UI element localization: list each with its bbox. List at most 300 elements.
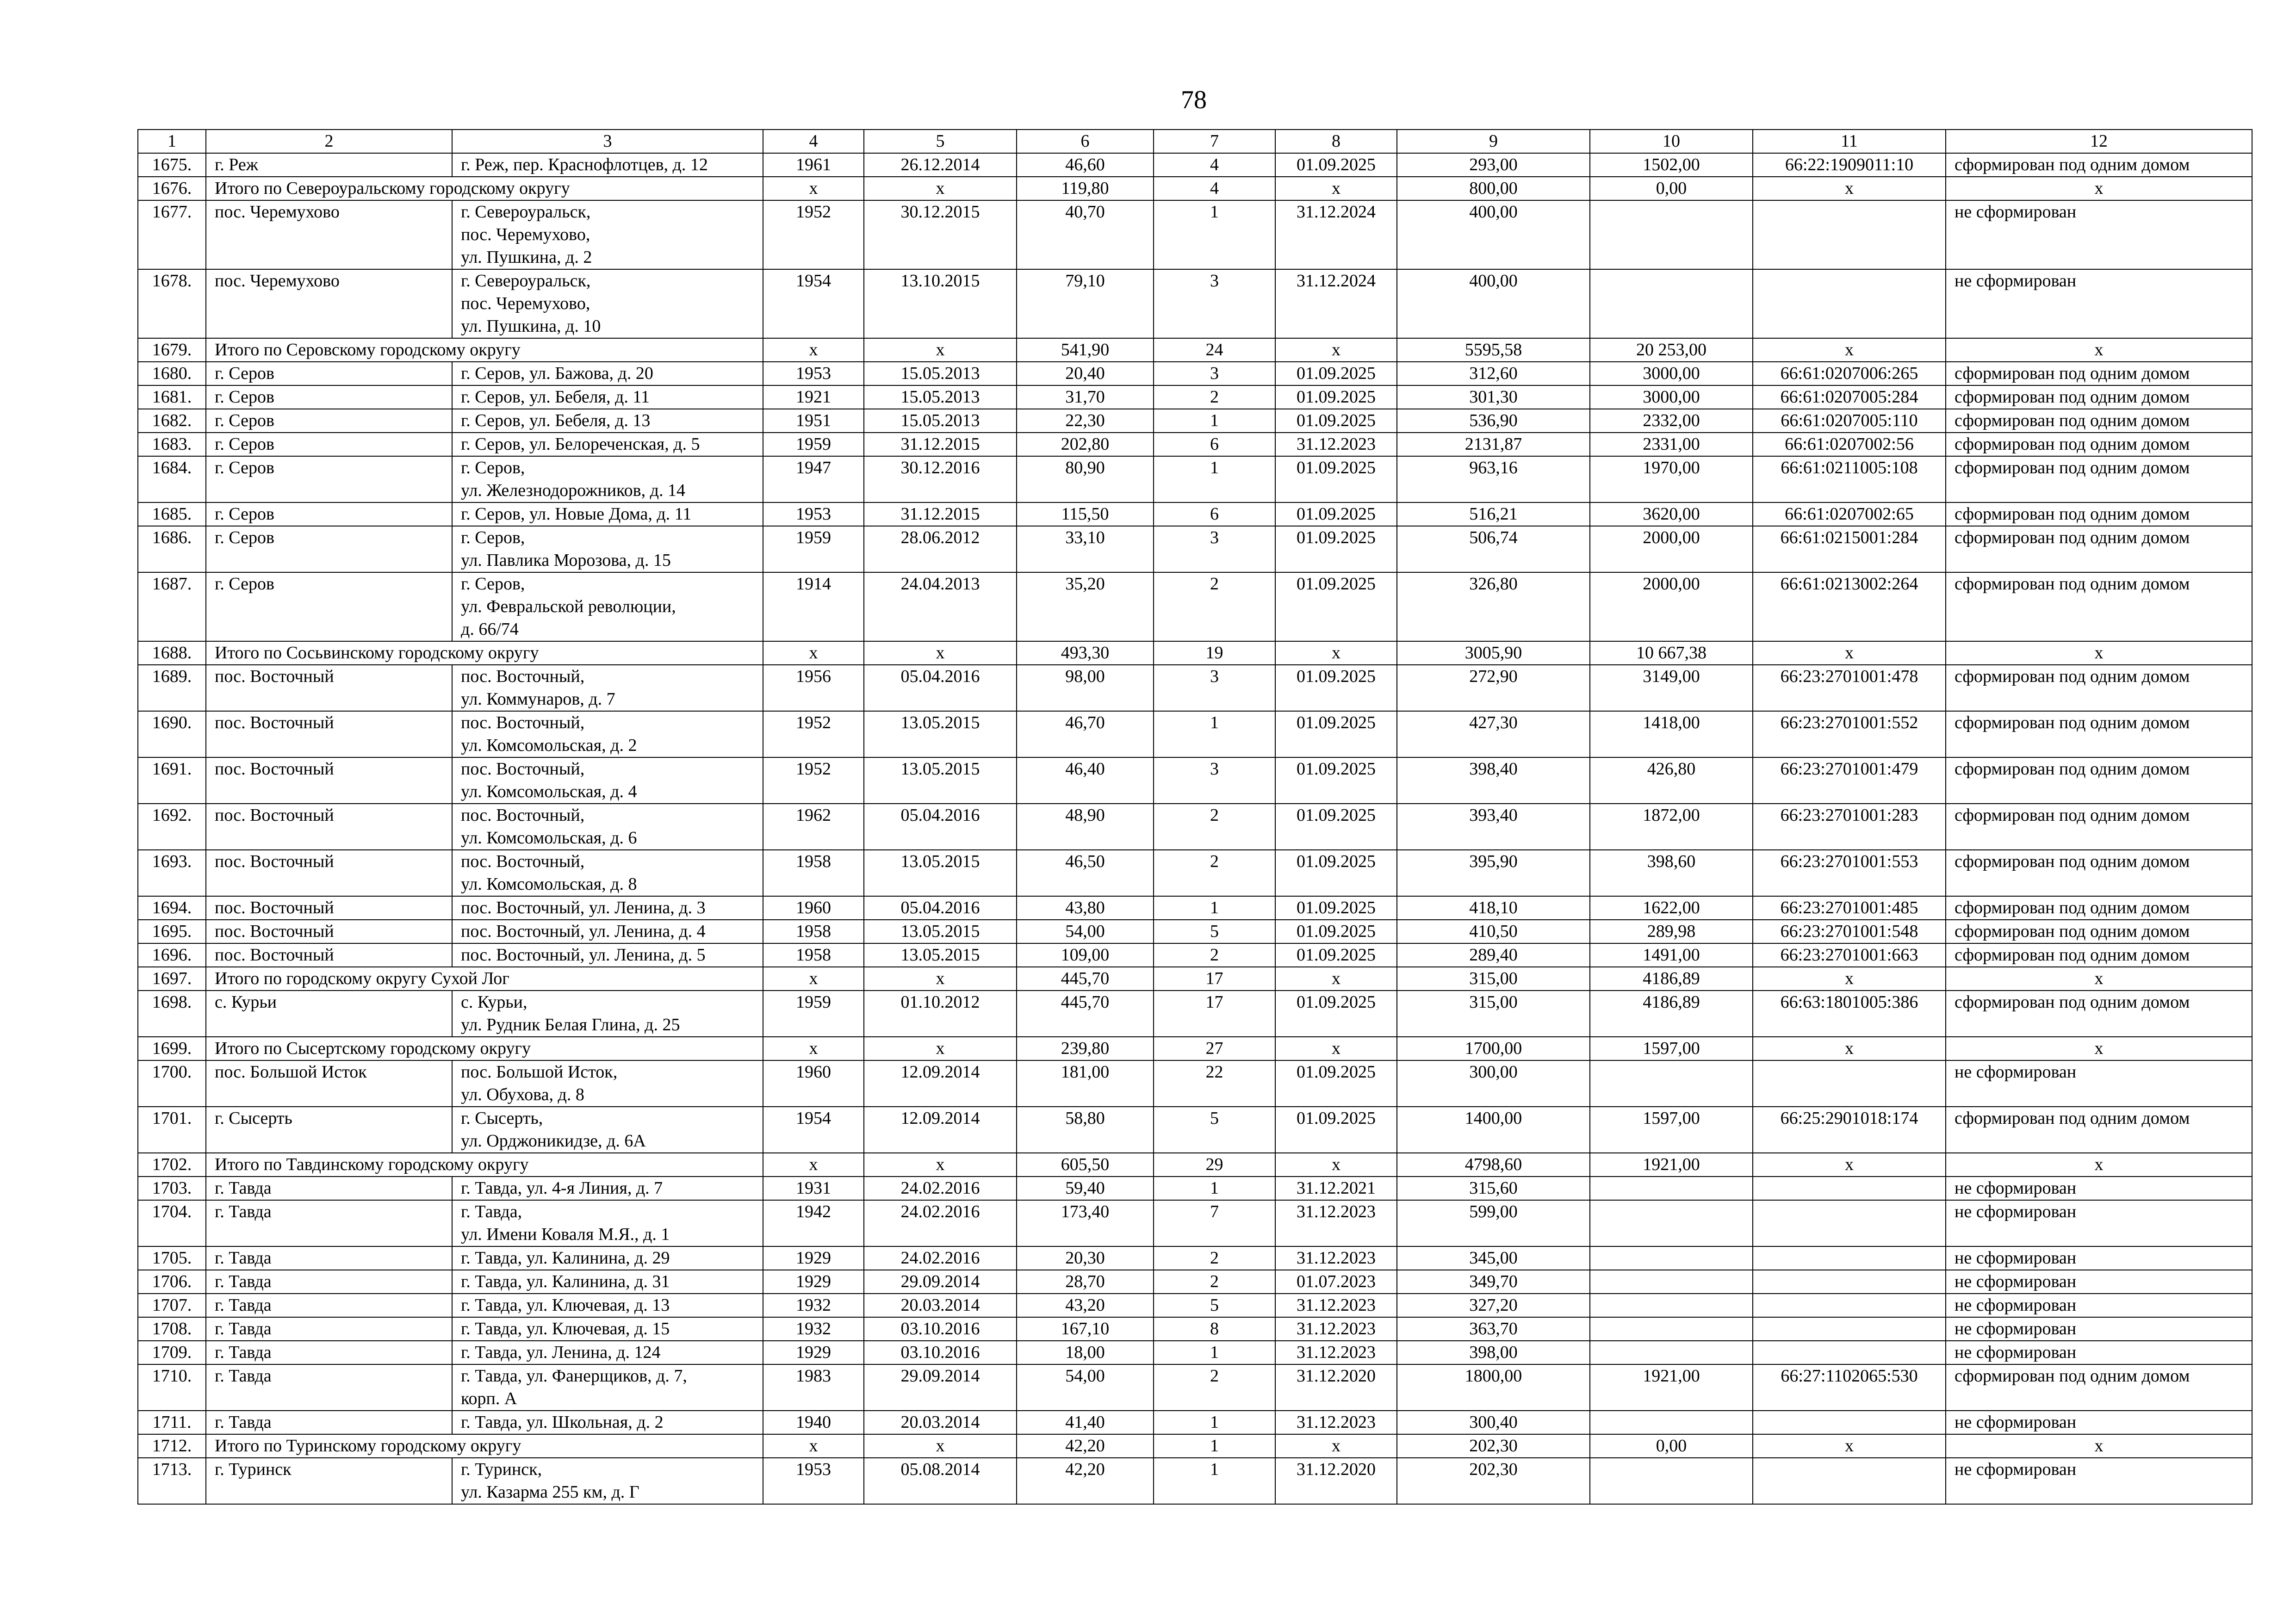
address: г. Сысерть, ул. Орджоникидзе, д. 6А	[452, 1107, 763, 1153]
area: 493,30	[1017, 641, 1154, 665]
land-status: не сформирован	[1946, 1177, 2252, 1200]
row-number: 1701.	[138, 1107, 206, 1153]
value-col-10: 1418,00	[1590, 711, 1753, 757]
address: с. Курьи, ул. Рудник Белая Глина, д. 25	[452, 991, 763, 1037]
resettlement-date: 01.09.2025	[1275, 1107, 1397, 1153]
row-number: 1680.	[138, 362, 206, 385]
address: г. Серов, ул. Белореченская, д. 5	[452, 433, 763, 456]
cadastral-number	[1753, 1200, 1946, 1246]
year-built: 1954	[763, 269, 864, 338]
residents-count: 5	[1154, 1294, 1275, 1317]
land-status: сформирован под одним домом	[1946, 362, 2252, 385]
address: г. Североуральск, пос. Черемухово, ул. Пушкина, д. 10	[452, 269, 763, 338]
address: г. Серов, ул. Бажова, д. 20	[452, 362, 763, 385]
date-recognized: 20.03.2014	[864, 1294, 1017, 1317]
value-col-9: 1700,00	[1397, 1037, 1590, 1060]
address: пос. Восточный, ул. Комсомольская, д. 2	[452, 711, 763, 757]
column-header: 3	[452, 130, 763, 153]
locality: пос. Черемухово	[206, 200, 452, 269]
resettlement-date: 01.09.2025	[1275, 1060, 1397, 1107]
residents-count: 2	[1154, 1364, 1275, 1411]
value-col-9: 349,70	[1397, 1270, 1590, 1294]
residents-count: 7	[1154, 1200, 1275, 1246]
residents-count: 4	[1154, 177, 1275, 200]
date-recognized: 31.12.2015	[864, 433, 1017, 456]
locality: г. Тавда	[206, 1317, 452, 1341]
area: 20,40	[1017, 362, 1154, 385]
land-status: сформирован под одним домом	[1946, 456, 2252, 502]
resettlement-date: 31.12.2020	[1275, 1364, 1397, 1411]
row-number: 1697.	[138, 967, 206, 991]
land-status: сформирован под одним домом	[1946, 526, 2252, 572]
locality: г. Серов	[206, 502, 452, 526]
cadastral-number: х	[1753, 1037, 1946, 1060]
locality: г. Сысерть	[206, 1107, 452, 1153]
date-recognized: 15.05.2013	[864, 385, 1017, 409]
cadastral-number: 66:61:0207006:265	[1753, 362, 1946, 385]
cadastral-number: 66:23:2701001:553	[1753, 850, 1946, 896]
value-col-10	[1590, 1411, 1753, 1434]
value-col-10	[1590, 269, 1753, 338]
area: 46,60	[1017, 153, 1154, 177]
address: г. Тавда, ул. Ключевая, д. 15	[452, 1317, 763, 1341]
year-built: 1953	[763, 502, 864, 526]
resettlement-date: 01.09.2025	[1275, 804, 1397, 850]
land-status: сформирован под одним домом	[1946, 920, 2252, 943]
value-col-10	[1590, 1060, 1753, 1107]
table-row	[138, 850, 2252, 896]
locality: г. Серов	[206, 433, 452, 456]
value-col-9: 293,00	[1397, 153, 1590, 177]
cadastral-number	[1753, 1294, 1946, 1317]
row-number: 1683.	[138, 433, 206, 456]
total-label: Итого по Тавдинскому городскому округу	[206, 1153, 763, 1177]
resettlement-date: 01.09.2025	[1275, 896, 1397, 920]
value-col-10: 426,80	[1590, 757, 1753, 804]
table-row	[138, 896, 2252, 920]
resettlement-date: х	[1275, 1434, 1397, 1458]
land-status: х	[1946, 177, 2252, 200]
housing-table	[137, 129, 2253, 1505]
table-row	[138, 572, 2252, 641]
land-status: не сформирован	[1946, 1060, 2252, 1107]
resettlement-date: х	[1275, 177, 1397, 200]
address: пос. Восточный, ул. Комсомольская, д. 6	[452, 804, 763, 850]
area: 58,80	[1017, 1107, 1154, 1153]
date-recognized: 01.10.2012	[864, 991, 1017, 1037]
residents-count: 1	[1154, 896, 1275, 920]
cadastral-number: 66:61:0211005:108	[1753, 456, 1946, 502]
year-built: х	[763, 967, 864, 991]
cadastral-number	[1753, 1246, 1946, 1270]
row-number: 1711.	[138, 1411, 206, 1434]
address: г. Тавда, ул. Калинина, д. 31	[452, 1270, 763, 1294]
land-status: сформирован под одним домом	[1946, 711, 2252, 757]
table-row	[138, 1177, 2252, 1200]
date-recognized: 24.02.2016	[864, 1200, 1017, 1246]
table-row	[138, 526, 2252, 572]
value-col-10: 1921,00	[1590, 1153, 1753, 1177]
address: г. Серов, ул. Павлика Морозова, д. 15	[452, 526, 763, 572]
value-col-9: 395,90	[1397, 850, 1590, 896]
value-col-9: 315,60	[1397, 1177, 1590, 1200]
value-col-9: 272,90	[1397, 665, 1590, 711]
value-col-10: 0,00	[1590, 177, 1753, 200]
residents-count: 3	[1154, 362, 1275, 385]
land-status: сформирован под одним домом	[1946, 433, 2252, 456]
year-built: 1958	[763, 920, 864, 943]
locality: пос. Восточный	[206, 711, 452, 757]
cadastral-number: 66:23:2701001:283	[1753, 804, 1946, 850]
land-status: не сформирован	[1946, 1411, 2252, 1434]
year-built: х	[763, 1153, 864, 1177]
date-recognized: 13.10.2015	[864, 269, 1017, 338]
cadastral-number: х	[1753, 967, 1946, 991]
year-built: 1953	[763, 1458, 864, 1504]
row-number: 1704.	[138, 1200, 206, 1246]
resettlement-date: 31.12.2024	[1275, 269, 1397, 338]
residents-count: 27	[1154, 1037, 1275, 1060]
year-built: 1959	[763, 991, 864, 1037]
land-status: не сформирован	[1946, 1200, 2252, 1246]
date-recognized: 03.10.2016	[864, 1341, 1017, 1364]
address: пос. Большой Исток, ул. Обухова, д. 8	[452, 1060, 763, 1107]
area: 41,40	[1017, 1411, 1154, 1434]
row-number: 1677.	[138, 200, 206, 269]
row-number: 1689.	[138, 665, 206, 711]
year-built: 1951	[763, 409, 864, 433]
resettlement-date: х	[1275, 338, 1397, 362]
locality: с. Курьи	[206, 991, 452, 1037]
table-row	[138, 433, 2252, 456]
resettlement-date: 31.12.2023	[1275, 433, 1397, 456]
row-number: 1693.	[138, 850, 206, 896]
year-built: х	[763, 338, 864, 362]
locality: г. Тавда	[206, 1246, 452, 1270]
land-status: не сформирован	[1946, 1341, 2252, 1364]
year-built: 1940	[763, 1411, 864, 1434]
column-header: 10	[1590, 130, 1753, 153]
area: 181,00	[1017, 1060, 1154, 1107]
resettlement-date: 01.09.2025	[1275, 711, 1397, 757]
address: пос. Восточный, ул. Комсомольская, д. 4	[452, 757, 763, 804]
residents-count: 8	[1154, 1317, 1275, 1341]
area: 40,70	[1017, 200, 1154, 269]
year-built: 1953	[763, 362, 864, 385]
cadastral-number	[1753, 1060, 1946, 1107]
locality: г. Тавда	[206, 1294, 452, 1317]
year-built: 1960	[763, 1060, 864, 1107]
value-col-10: 1872,00	[1590, 804, 1753, 850]
column-header: 6	[1017, 130, 1154, 153]
table-row	[138, 1341, 2252, 1364]
table-row	[138, 1294, 2252, 1317]
value-col-10: 1491,00	[1590, 943, 1753, 967]
residents-count: 17	[1154, 991, 1275, 1037]
area: 59,40	[1017, 1177, 1154, 1200]
resettlement-date: 31.12.2021	[1275, 1177, 1397, 1200]
cadastral-number: 66:23:2701001:663	[1753, 943, 1946, 967]
table-row	[138, 920, 2252, 943]
residents-count: 1	[1154, 711, 1275, 757]
land-status: сформирован под одним домом	[1946, 572, 2252, 641]
area: 48,90	[1017, 804, 1154, 850]
area: 167,10	[1017, 1317, 1154, 1341]
land-status: не сформирован	[1946, 1246, 2252, 1270]
locality: г. Тавда	[206, 1270, 452, 1294]
area: 46,70	[1017, 711, 1154, 757]
table-row	[138, 991, 2252, 1037]
row-number: 1676.	[138, 177, 206, 200]
cadastral-number: 66:22:1909011:10	[1753, 153, 1946, 177]
row-number: 1678.	[138, 269, 206, 338]
resettlement-date: 01.09.2025	[1275, 456, 1397, 502]
value-col-9: 345,00	[1397, 1246, 1590, 1270]
table-row	[138, 502, 2252, 526]
total-label: Итого по Североуральскому городскому округу	[206, 177, 763, 200]
resettlement-date: 01.09.2025	[1275, 991, 1397, 1037]
resettlement-date: 01.09.2025	[1275, 920, 1397, 943]
row-number: 1695.	[138, 920, 206, 943]
value-col-9: 1800,00	[1397, 1364, 1590, 1411]
resettlement-date: 31.12.2024	[1275, 200, 1397, 269]
cadastral-number: х	[1753, 1434, 1946, 1458]
area: 43,20	[1017, 1294, 1154, 1317]
resettlement-date: х	[1275, 967, 1397, 991]
address: г. Серов, ул. Железнодорожников, д. 14	[452, 456, 763, 502]
residents-count: 3	[1154, 526, 1275, 572]
row-number: 1700.	[138, 1060, 206, 1107]
year-built: 1956	[763, 665, 864, 711]
year-built: х	[763, 1037, 864, 1060]
value-col-10: 4186,89	[1590, 967, 1753, 991]
row-number: 1688.	[138, 641, 206, 665]
date-recognized: 12.09.2014	[864, 1107, 1017, 1153]
table-row	[138, 1458, 2252, 1504]
value-col-9: 516,21	[1397, 502, 1590, 526]
row-number: 1691.	[138, 757, 206, 804]
address: пос. Восточный, ул. Ленина, д. 4	[452, 920, 763, 943]
year-built: 1983	[763, 1364, 864, 1411]
total-row	[138, 1434, 2252, 1458]
area: 115,50	[1017, 502, 1154, 526]
cadastral-number: 66:61:0207002:65	[1753, 502, 1946, 526]
year-built: 1952	[763, 200, 864, 269]
address: пос. Восточный, ул. Комсомольская, д. 8	[452, 850, 763, 896]
value-col-9: 2131,87	[1397, 433, 1590, 456]
land-status: сформирован под одним домом	[1946, 153, 2252, 177]
residents-count: 17	[1154, 967, 1275, 991]
value-col-10: 3620,00	[1590, 502, 1753, 526]
resettlement-date: 01.07.2023	[1275, 1270, 1397, 1294]
locality: пос. Восточный	[206, 920, 452, 943]
land-status: не сформирован	[1946, 269, 2252, 338]
land-status: сформирован под одним домом	[1946, 409, 2252, 433]
value-col-10: 1622,00	[1590, 896, 1753, 920]
value-col-9: 300,00	[1397, 1060, 1590, 1107]
date-recognized: х	[864, 177, 1017, 200]
value-col-9: 289,40	[1397, 943, 1590, 967]
address: г. Тавда, ул. Школьная, д. 2	[452, 1411, 763, 1434]
row-number: 1699.	[138, 1037, 206, 1060]
area: 202,80	[1017, 433, 1154, 456]
column-header-row	[138, 130, 2252, 153]
row-number: 1710.	[138, 1364, 206, 1411]
date-recognized: 05.04.2016	[864, 896, 1017, 920]
row-number: 1702.	[138, 1153, 206, 1177]
resettlement-date: х	[1275, 1037, 1397, 1060]
cadastral-number	[1753, 1458, 1946, 1504]
date-recognized: 05.04.2016	[864, 665, 1017, 711]
value-col-9: 1400,00	[1397, 1107, 1590, 1153]
year-built: 1947	[763, 456, 864, 502]
resettlement-date: 31.12.2023	[1275, 1200, 1397, 1246]
row-number: 1712.	[138, 1434, 206, 1458]
row-number: 1713.	[138, 1458, 206, 1504]
resettlement-date: х	[1275, 1153, 1397, 1177]
residents-count: 29	[1154, 1153, 1275, 1177]
residents-count: 5	[1154, 920, 1275, 943]
date-recognized: 31.12.2015	[864, 502, 1017, 526]
area: 31,70	[1017, 385, 1154, 409]
row-number: 1687.	[138, 572, 206, 641]
address: пос. Восточный, ул. Ленина, д. 5	[452, 943, 763, 967]
year-built: 1942	[763, 1200, 864, 1246]
table-row	[138, 1200, 2252, 1246]
land-status: не сформирован	[1946, 1294, 2252, 1317]
date-recognized: 15.05.2013	[864, 409, 1017, 433]
land-status: х	[1946, 1153, 2252, 1177]
address: г. Тавда, ул. 4-я Линия, д. 7	[452, 1177, 763, 1200]
cadastral-number: х	[1753, 641, 1946, 665]
area: 42,20	[1017, 1458, 1154, 1504]
table-row	[138, 1364, 2252, 1411]
area: 98,00	[1017, 665, 1154, 711]
cadastral-number: 66:61:0207002:56	[1753, 433, 1946, 456]
row-number: 1708.	[138, 1317, 206, 1341]
address: г. Серов, ул. Бебеля, д. 11	[452, 385, 763, 409]
land-status: х	[1946, 1037, 2252, 1060]
value-col-10: 2000,00	[1590, 526, 1753, 572]
column-header: 7	[1154, 130, 1275, 153]
total-label: Итого по Сосьвинскому городскому округу	[206, 641, 763, 665]
cadastral-number	[1753, 200, 1946, 269]
year-built: 1959	[763, 526, 864, 572]
cadastral-number	[1753, 1270, 1946, 1294]
value-col-10: 3149,00	[1590, 665, 1753, 711]
land-status: х	[1946, 967, 2252, 991]
date-recognized: 13.05.2015	[864, 850, 1017, 896]
date-recognized: 24.02.2016	[864, 1177, 1017, 1200]
date-recognized: 03.10.2016	[864, 1317, 1017, 1341]
resettlement-date: 01.09.2025	[1275, 572, 1397, 641]
date-recognized: 13.05.2015	[864, 711, 1017, 757]
total-row	[138, 338, 2252, 362]
value-col-10: 1597,00	[1590, 1107, 1753, 1153]
locality: пос. Большой Исток	[206, 1060, 452, 1107]
table-row	[138, 804, 2252, 850]
row-number: 1684.	[138, 456, 206, 502]
date-recognized: 24.04.2013	[864, 572, 1017, 641]
residents-count: 6	[1154, 433, 1275, 456]
land-status: сформирован под одним домом	[1946, 502, 2252, 526]
locality: г. Реж	[206, 153, 452, 177]
date-recognized: 05.04.2016	[864, 804, 1017, 850]
value-col-10: 2000,00	[1590, 572, 1753, 641]
value-col-9: 418,10	[1397, 896, 1590, 920]
table-row	[138, 1246, 2252, 1270]
cadastral-number	[1753, 1177, 1946, 1200]
value-col-9: 202,30	[1397, 1458, 1590, 1504]
year-built: 1932	[763, 1317, 864, 1341]
row-number: 1692.	[138, 804, 206, 850]
column-header: 4	[763, 130, 864, 153]
row-number: 1679.	[138, 338, 206, 362]
year-built: 1929	[763, 1270, 864, 1294]
value-col-9: 315,00	[1397, 991, 1590, 1037]
year-built: 1952	[763, 757, 864, 804]
value-col-10: 289,98	[1590, 920, 1753, 943]
date-recognized: х	[864, 1037, 1017, 1060]
resettlement-date: 31.12.2020	[1275, 1458, 1397, 1504]
residents-count: 2	[1154, 385, 1275, 409]
residents-count: 6	[1154, 502, 1275, 526]
year-built: 1961	[763, 153, 864, 177]
date-recognized: 30.12.2015	[864, 200, 1017, 269]
year-built: х	[763, 177, 864, 200]
row-number: 1709.	[138, 1341, 206, 1364]
residents-count: 2	[1154, 804, 1275, 850]
area: 54,00	[1017, 920, 1154, 943]
resettlement-date: 01.09.2025	[1275, 409, 1397, 433]
locality: пос. Восточный	[206, 896, 452, 920]
value-col-9: 3005,90	[1397, 641, 1590, 665]
area: 54,00	[1017, 1364, 1154, 1411]
date-recognized: х	[864, 641, 1017, 665]
value-col-10	[1590, 1270, 1753, 1294]
address: г. Тавда, ул. Ленина, д. 124	[452, 1341, 763, 1364]
address: г. Серов, ул. Февральской революции, д. 66/74	[452, 572, 763, 641]
table-row	[138, 362, 2252, 385]
locality: пос. Черемухово	[206, 269, 452, 338]
land-status: сформирован под одним домом	[1946, 804, 2252, 850]
column-header: 1	[138, 130, 206, 153]
land-status: не сформирован	[1946, 200, 2252, 269]
date-recognized: 05.08.2014	[864, 1458, 1017, 1504]
year-built: 1932	[763, 1294, 864, 1317]
resettlement-date: 31.12.2023	[1275, 1246, 1397, 1270]
table-row	[138, 1060, 2252, 1107]
value-col-10	[1590, 1177, 1753, 1200]
value-col-9: 312,60	[1397, 362, 1590, 385]
value-col-10: 1921,00	[1590, 1364, 1753, 1411]
land-status: сформирован под одним домом	[1946, 757, 2252, 804]
locality: г. Серов	[206, 409, 452, 433]
year-built: 1929	[763, 1341, 864, 1364]
residents-count: 1	[1154, 1341, 1275, 1364]
year-built: 1929	[763, 1246, 864, 1270]
value-col-10	[1590, 1294, 1753, 1317]
locality: г. Тавда	[206, 1341, 452, 1364]
area: 20,30	[1017, 1246, 1154, 1270]
cadastral-number	[1753, 1317, 1946, 1341]
area: 541,90	[1017, 338, 1154, 362]
resettlement-date: 01.09.2025	[1275, 943, 1397, 967]
area: 173,40	[1017, 1200, 1154, 1246]
year-built: 1914	[763, 572, 864, 641]
table-row	[138, 1411, 2252, 1434]
page-number: 78	[1181, 86, 1207, 114]
